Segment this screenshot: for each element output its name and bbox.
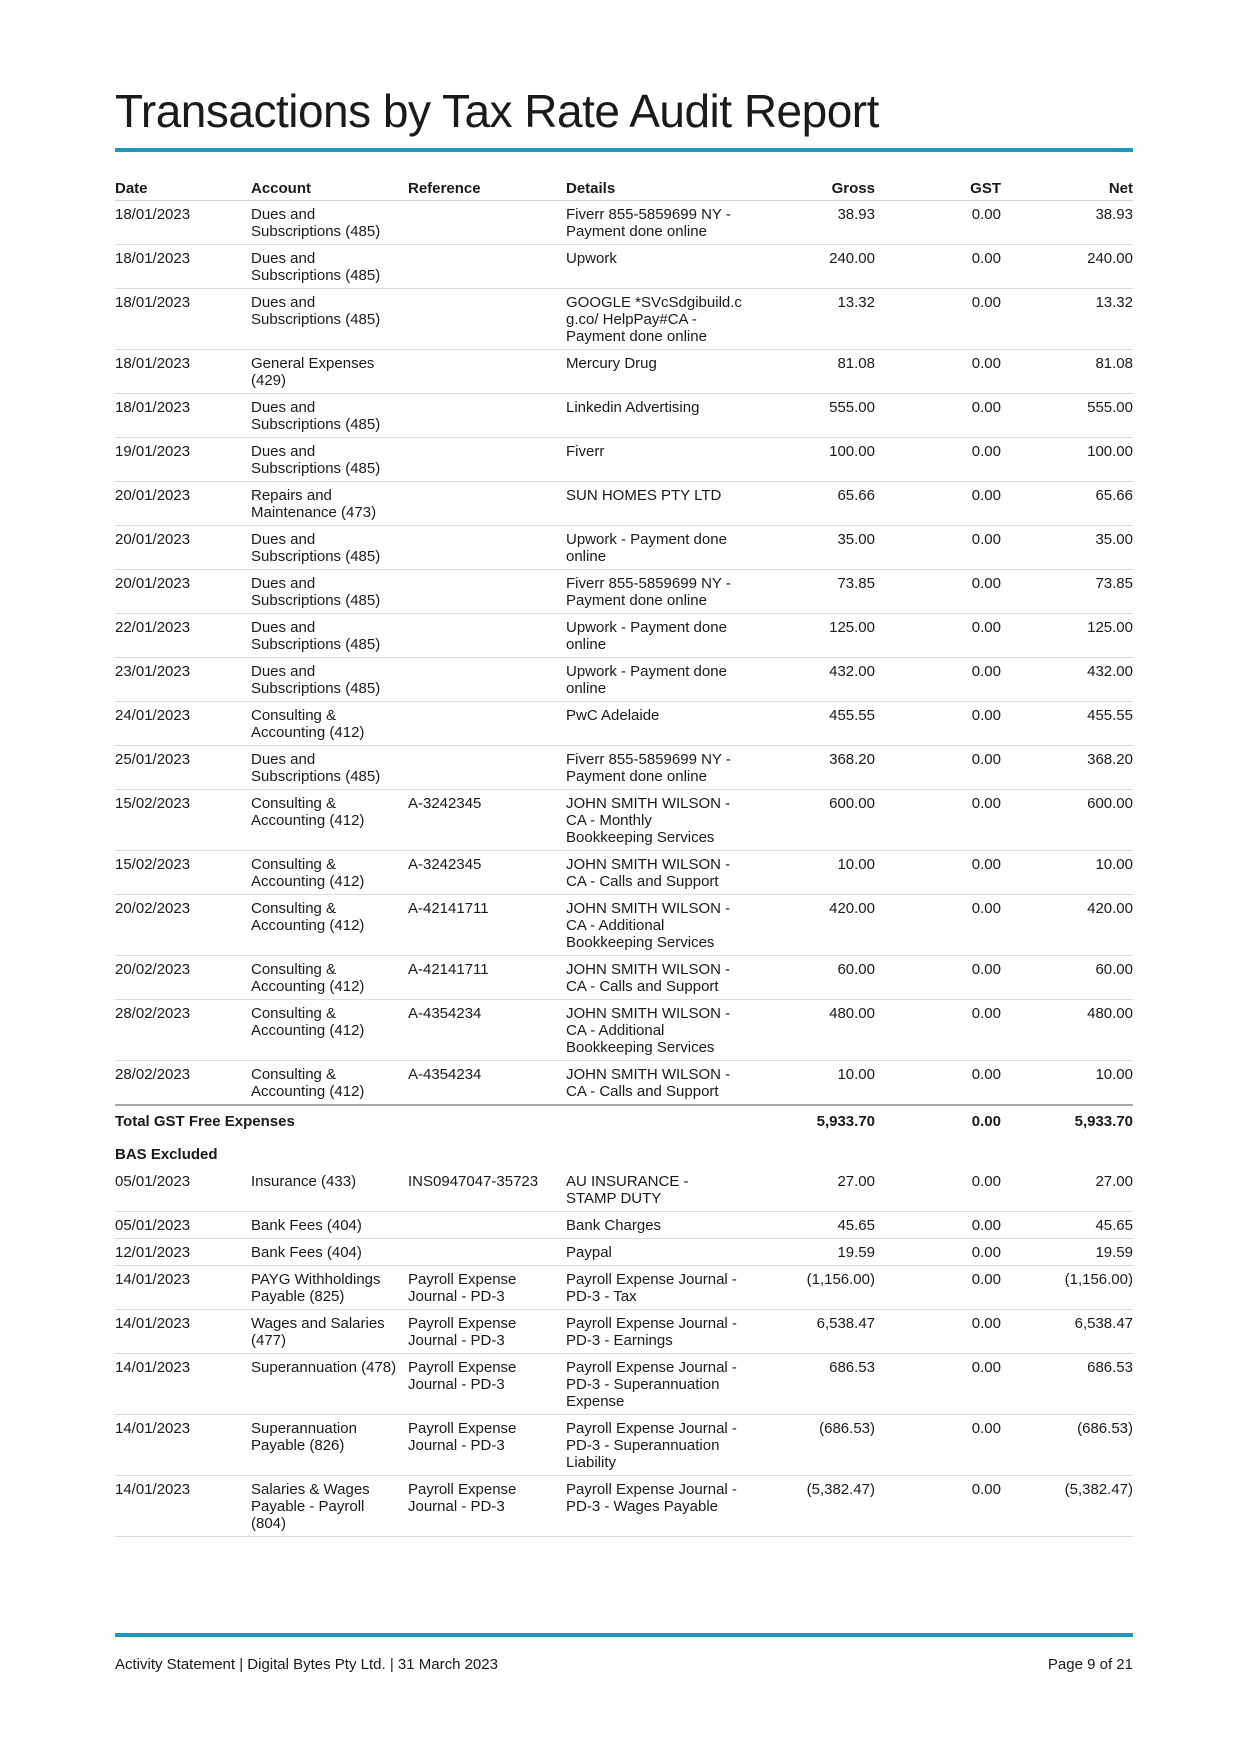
cell-details: JOHN SMITH WILSON - CA - Monthly Bookkeeping Services: [566, 790, 750, 851]
cell-details: Payroll Expense Journal - PD-3 - Tax: [566, 1266, 750, 1310]
cell-account: PAYG Withholdings Payable (825): [251, 1266, 408, 1310]
cell-date: 05/01/2023: [115, 1212, 251, 1239]
total-gross: 5,933.70: [750, 1105, 875, 1134]
gst-free-total-section: [115, 1105, 1133, 1168]
cell-net: 10.00: [1001, 851, 1133, 895]
cell-reference: INS0947047-35723: [408, 1168, 566, 1212]
cell-reference: Payroll Expense Journal - PD-3: [408, 1310, 566, 1354]
transactions-table: [115, 172, 1133, 1537]
cell-date: 14/01/2023: [115, 1266, 251, 1310]
cell-date: 14/01/2023: [115, 1415, 251, 1476]
cell-date: 14/01/2023: [115, 1310, 251, 1354]
cell-gst: 0.00: [875, 526, 1001, 570]
cell-details: Payroll Expense Journal - PD-3 - Superannuation Expense: [566, 1354, 750, 1415]
cell-gst: 0.00: [875, 1000, 1001, 1061]
cell-details: JOHN SMITH WILSON - CA - Additional Bookkeeping Services: [566, 895, 750, 956]
cell-gst: 0.00: [875, 1476, 1001, 1537]
table-row: [115, 790, 1133, 851]
cell-account: Salaries & Wages Payable - Payroll (804): [251, 1476, 408, 1537]
cell-net: 455.55: [1001, 702, 1133, 746]
cell-reference: A-3242345: [408, 790, 566, 851]
cell-details: Fiverr 855-5859699 NY - Payment done online: [566, 201, 750, 245]
table-row: [115, 1212, 1133, 1239]
cell-reference: Payroll Expense Journal - PD-3: [408, 1354, 566, 1415]
cell-reference: [408, 702, 566, 746]
cell-gross: (1,156.00): [750, 1266, 875, 1310]
cell-net: 27.00: [1001, 1168, 1133, 1212]
cell-date: 18/01/2023: [115, 289, 251, 350]
cell-gross: 27.00: [750, 1168, 875, 1212]
cell-gst: 0.00: [875, 570, 1001, 614]
cell-gst: 0.00: [875, 350, 1001, 394]
cell-net: 686.53: [1001, 1354, 1133, 1415]
cell-account: Consulting & Accounting (412): [251, 956, 408, 1000]
total-gst: 0.00: [875, 1105, 1001, 1134]
cell-net: 35.00: [1001, 526, 1133, 570]
cell-gst: 0.00: [875, 614, 1001, 658]
cell-date: 23/01/2023: [115, 658, 251, 702]
cell-details: JOHN SMITH WILSON - CA - Calls and Support: [566, 1061, 750, 1106]
cell-gross: 100.00: [750, 438, 875, 482]
table-row: [115, 1415, 1133, 1476]
cell-details: Mercury Drug: [566, 350, 750, 394]
cell-reference: [408, 614, 566, 658]
col-header-account: Account: [251, 172, 408, 201]
cell-net: 240.00: [1001, 245, 1133, 289]
table-row: [115, 482, 1133, 526]
cell-reference: A-3242345: [408, 851, 566, 895]
title-divider: [115, 148, 1133, 152]
cell-account: Dues and Subscriptions (485): [251, 614, 408, 658]
cell-gross: 455.55: [750, 702, 875, 746]
cell-details: JOHN SMITH WILSON - CA - Additional Bookkeeping Services: [566, 1000, 750, 1061]
cell-net: 420.00: [1001, 895, 1133, 956]
cell-details: PwC Adelaide: [566, 702, 750, 746]
table-row: [115, 570, 1133, 614]
cell-account: Consulting & Accounting (412): [251, 851, 408, 895]
cell-details: JOHN SMITH WILSON - CA - Calls and Support: [566, 956, 750, 1000]
table-row: [115, 245, 1133, 289]
col-header-gross: Gross: [750, 172, 875, 201]
cell-gross: 10.00: [750, 851, 875, 895]
cell-account: Dues and Subscriptions (485): [251, 526, 408, 570]
cell-net: 38.93: [1001, 201, 1133, 245]
cell-date: 18/01/2023: [115, 245, 251, 289]
cell-gross: 35.00: [750, 526, 875, 570]
cell-reference: [408, 526, 566, 570]
cell-gross: 45.65: [750, 1212, 875, 1239]
cell-net: 60.00: [1001, 956, 1133, 1000]
cell-account: Superannuation (478): [251, 1354, 408, 1415]
cell-net: 19.59: [1001, 1239, 1133, 1266]
cell-gross: (5,382.47): [750, 1476, 875, 1537]
cell-gross: 6,538.47: [750, 1310, 875, 1354]
cell-gross: 686.53: [750, 1354, 875, 1415]
table-header-row: [115, 172, 1133, 201]
page-title: Transactions by Tax Rate Audit Report: [115, 85, 879, 137]
cell-date: 22/01/2023: [115, 614, 251, 658]
cell-net: 45.65: [1001, 1212, 1133, 1239]
cell-net: 81.08: [1001, 350, 1133, 394]
cell-date: 14/01/2023: [115, 1476, 251, 1537]
cell-reference: [408, 245, 566, 289]
cell-reference: [408, 289, 566, 350]
cell-net: 65.66: [1001, 482, 1133, 526]
table-row: [115, 201, 1133, 245]
cell-details: Fiverr 855-5859699 NY - Payment done online: [566, 570, 750, 614]
table-row: [115, 350, 1133, 394]
cell-details: Bank Charges: [566, 1212, 750, 1239]
table-row: [115, 1354, 1133, 1415]
total-row: [115, 1105, 1133, 1134]
section-heading-row: [115, 1134, 1133, 1168]
cell-account: Consulting & Accounting (412): [251, 1000, 408, 1061]
cell-reference: [408, 1239, 566, 1266]
cell-reference: Payroll Expense Journal - PD-3: [408, 1415, 566, 1476]
table-row: [115, 895, 1133, 956]
cell-account: Dues and Subscriptions (485): [251, 658, 408, 702]
cell-net: 368.20: [1001, 746, 1133, 790]
table-row: [115, 1168, 1133, 1212]
cell-net: (1,156.00): [1001, 1266, 1133, 1310]
cell-gross: 600.00: [750, 790, 875, 851]
table-row: [115, 1476, 1133, 1537]
cell-gst: 0.00: [875, 482, 1001, 526]
cell-reference: [408, 1212, 566, 1239]
cell-account: Dues and Subscriptions (485): [251, 570, 408, 614]
cell-net: 13.32: [1001, 289, 1133, 350]
cell-date: 20/01/2023: [115, 482, 251, 526]
table-row: [115, 614, 1133, 658]
cell-gst: 0.00: [875, 702, 1001, 746]
cell-reference: Payroll Expense Journal - PD-3: [408, 1476, 566, 1537]
cell-gross: 19.59: [750, 1239, 875, 1266]
table-row: [115, 746, 1133, 790]
cell-reference: [408, 570, 566, 614]
cell-details: Upwork: [566, 245, 750, 289]
cell-date: 18/01/2023: [115, 201, 251, 245]
table-row: [115, 438, 1133, 482]
cell-date: 25/01/2023: [115, 746, 251, 790]
cell-gst: 0.00: [875, 289, 1001, 350]
cell-details: GOOGLE *SVcSdgibuild.c g.co/ HelpPay#CA - Payment done online: [566, 289, 750, 350]
cell-reference: [408, 658, 566, 702]
cell-gst: 0.00: [875, 245, 1001, 289]
cell-reference: A-4354234: [408, 1061, 566, 1106]
cell-details: Payroll Expense Journal - PD-3 - Wages Payable: [566, 1476, 750, 1537]
cell-details: Upwork - Payment done online: [566, 658, 750, 702]
cell-gross: 65.66: [750, 482, 875, 526]
cell-gst: 0.00: [875, 851, 1001, 895]
cell-net: 10.00: [1001, 1061, 1133, 1106]
bas-excluded-heading: BAS Excluded: [115, 1146, 218, 1163]
col-header-reference: Reference: [408, 172, 566, 201]
cell-reference: A-42141711: [408, 895, 566, 956]
table-row: [115, 1266, 1133, 1310]
cell-date: 15/02/2023: [115, 851, 251, 895]
cell-account: Dues and Subscriptions (485): [251, 201, 408, 245]
cell-account: Consulting & Accounting (412): [251, 1061, 408, 1106]
cell-details: Payroll Expense Journal - PD-3 - Superannuation Liability: [566, 1415, 750, 1476]
cell-gst: 0.00: [875, 438, 1001, 482]
cell-gst: 0.00: [875, 956, 1001, 1000]
cell-date: 20/02/2023: [115, 895, 251, 956]
cell-details: Upwork - Payment done online: [566, 526, 750, 570]
cell-account: Dues and Subscriptions (485): [251, 746, 408, 790]
cell-details: AU INSURANCE - STAMP DUTY: [566, 1168, 750, 1212]
cell-gross: 480.00: [750, 1000, 875, 1061]
cell-account: Insurance (433): [251, 1168, 408, 1212]
cell-gst: 0.00: [875, 1310, 1001, 1354]
col-header-gst: GST: [875, 172, 1001, 201]
table-row: [115, 851, 1133, 895]
cell-date: 14/01/2023: [115, 1354, 251, 1415]
cell-gst: 0.00: [875, 1415, 1001, 1476]
table-row: [115, 1000, 1133, 1061]
cell-details: Fiverr: [566, 438, 750, 482]
cell-reference: A-42141711: [408, 956, 566, 1000]
cell-reference: [408, 482, 566, 526]
table-row: [115, 289, 1133, 350]
cell-gst: 0.00: [875, 394, 1001, 438]
cell-details: Paypal: [566, 1239, 750, 1266]
cell-gst: 0.00: [875, 790, 1001, 851]
cell-account: Superannuation Payable (826): [251, 1415, 408, 1476]
cell-gross: 125.00: [750, 614, 875, 658]
cell-gross: (686.53): [750, 1415, 875, 1476]
cell-gross: 555.00: [750, 394, 875, 438]
col-header-date: Date: [115, 172, 251, 201]
cell-net: 432.00: [1001, 658, 1133, 702]
table-row: [115, 526, 1133, 570]
cell-gross: 73.85: [750, 570, 875, 614]
cell-gross: 10.00: [750, 1061, 875, 1106]
cell-gross: 432.00: [750, 658, 875, 702]
cell-date: 20/01/2023: [115, 526, 251, 570]
cell-gst: 0.00: [875, 1168, 1001, 1212]
cell-account: General Expenses (429): [251, 350, 408, 394]
cell-gst: 0.00: [875, 1061, 1001, 1106]
cell-gst: 0.00: [875, 201, 1001, 245]
cell-net: 6,538.47: [1001, 1310, 1133, 1354]
cell-account: Dues and Subscriptions (485): [251, 438, 408, 482]
total-label: Total GST Free Expenses: [115, 1105, 750, 1134]
cell-date: 12/01/2023: [115, 1239, 251, 1266]
table-row: [115, 658, 1133, 702]
cell-net: 100.00: [1001, 438, 1133, 482]
cell-account: Consulting & Accounting (412): [251, 790, 408, 851]
cell-account: Bank Fees (404): [251, 1239, 408, 1266]
cell-details: JOHN SMITH WILSON - CA - Calls and Support: [566, 851, 750, 895]
cell-account: Repairs and Maintenance (473): [251, 482, 408, 526]
cell-account: Dues and Subscriptions (485): [251, 245, 408, 289]
cell-account: Consulting & Accounting (412): [251, 702, 408, 746]
cell-account: Dues and Subscriptions (485): [251, 289, 408, 350]
cell-account: Bank Fees (404): [251, 1212, 408, 1239]
cell-details: Fiverr 855-5859699 NY - Payment done online: [566, 746, 750, 790]
cell-date: 18/01/2023: [115, 350, 251, 394]
table-row: [115, 956, 1133, 1000]
total-net: 5,933.70: [1001, 1105, 1133, 1134]
cell-net: (686.53): [1001, 1415, 1133, 1476]
cell-date: 20/01/2023: [115, 570, 251, 614]
cell-details: Payroll Expense Journal - PD-3 - Earnings: [566, 1310, 750, 1354]
cell-gst: 0.00: [875, 1354, 1001, 1415]
cell-account: Consulting & Accounting (412): [251, 895, 408, 956]
cell-gst: 0.00: [875, 746, 1001, 790]
page-number: Page 9 of 21: [1047, 1656, 1133, 1673]
table-row: [115, 1061, 1133, 1106]
cell-date: 18/01/2023: [115, 394, 251, 438]
cell-reference: [408, 438, 566, 482]
footer-divider: [115, 1633, 1133, 1637]
cell-account: Dues and Subscriptions (485): [251, 394, 408, 438]
cell-gross: 81.08: [750, 350, 875, 394]
cell-gst: 0.00: [875, 1239, 1001, 1266]
table-row: [115, 1310, 1133, 1354]
cell-date: 28/02/2023: [115, 1061, 251, 1106]
cell-reference: [408, 394, 566, 438]
cell-gst: 0.00: [875, 1212, 1001, 1239]
cell-gross: 38.93: [750, 201, 875, 245]
cell-date: 24/01/2023: [115, 702, 251, 746]
cell-gross: 368.20: [750, 746, 875, 790]
cell-reference: [408, 746, 566, 790]
cell-gross: 420.00: [750, 895, 875, 956]
cell-date: 05/01/2023: [115, 1168, 251, 1212]
gst-free-section: [115, 201, 1133, 1106]
cell-gross: 60.00: [750, 956, 875, 1000]
cell-net: 480.00: [1001, 1000, 1133, 1061]
table-row: [115, 1239, 1133, 1266]
cell-gross: 13.32: [750, 289, 875, 350]
cell-net: 555.00: [1001, 394, 1133, 438]
table-row: [115, 702, 1133, 746]
cell-reference: [408, 350, 566, 394]
table-row: [115, 394, 1133, 438]
cell-net: 125.00: [1001, 614, 1133, 658]
cell-details: SUN HOMES PTY LTD: [566, 482, 750, 526]
cell-net: 73.85: [1001, 570, 1133, 614]
cell-net: (5,382.47): [1001, 1476, 1133, 1537]
cell-date: 15/02/2023: [115, 790, 251, 851]
cell-date: 19/01/2023: [115, 438, 251, 482]
cell-details: Upwork - Payment done online: [566, 614, 750, 658]
bas-excluded-section: [115, 1168, 1133, 1537]
cell-gst: 0.00: [875, 895, 1001, 956]
col-header-net: Net: [1001, 172, 1133, 201]
cell-details: Linkedin Advertising: [566, 394, 750, 438]
cell-net: 600.00: [1001, 790, 1133, 851]
cell-reference: A-4354234: [408, 1000, 566, 1061]
cell-account: Wages and Salaries (477): [251, 1310, 408, 1354]
col-header-details: Details: [566, 172, 750, 201]
cell-reference: [408, 201, 566, 245]
cell-reference: Payroll Expense Journal - PD-3: [408, 1266, 566, 1310]
cell-date: 28/02/2023: [115, 1000, 251, 1061]
cell-gross: 240.00: [750, 245, 875, 289]
cell-gst: 0.00: [875, 1266, 1001, 1310]
cell-gst: 0.00: [875, 658, 1001, 702]
footer-statement: Activity Statement | Digital Bytes Pty Ltd. | 31 March 2023: [115, 1656, 498, 1673]
cell-date: 20/02/2023: [115, 956, 251, 1000]
